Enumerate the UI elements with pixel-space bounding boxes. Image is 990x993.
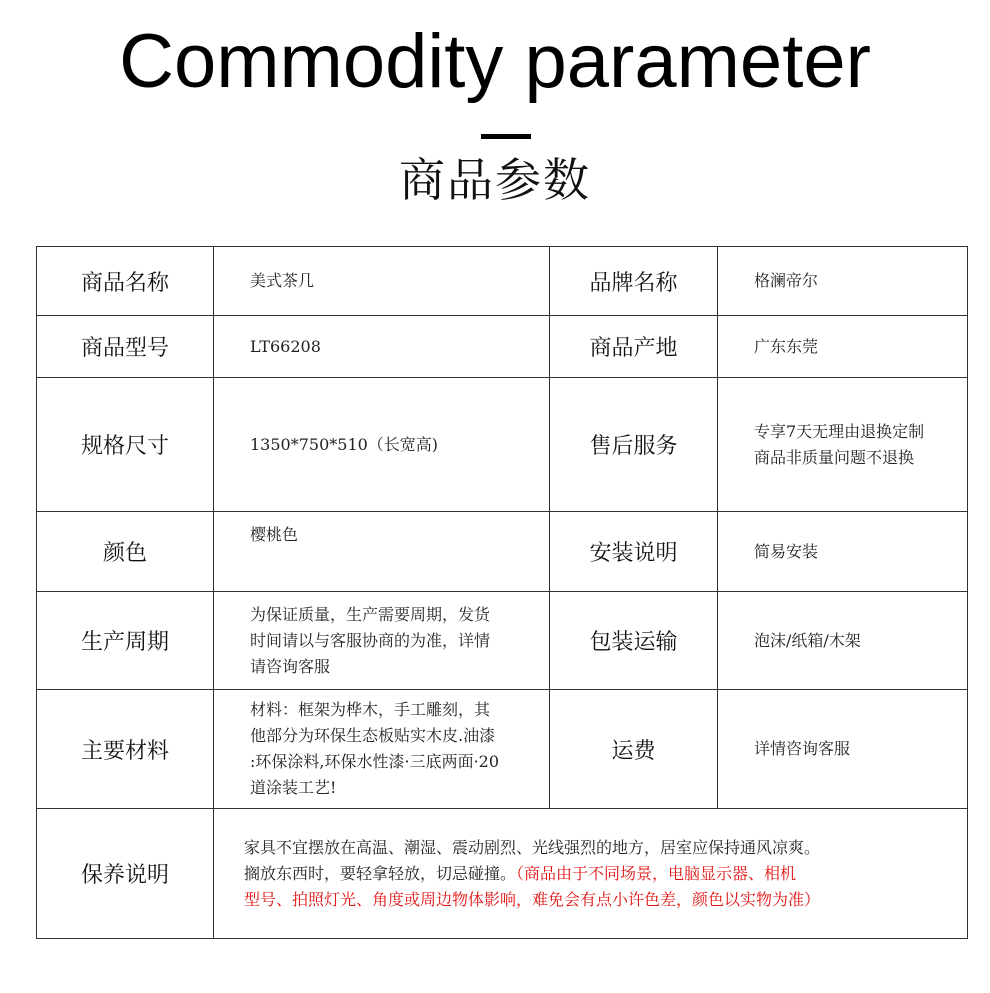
materials-line-1: 材料：框架为桦木，手工雕刻，其	[250, 700, 491, 719]
production-line-1: 为保证质量，生产需要周期，发货	[250, 604, 491, 624]
value-installation: 简易安装	[718, 512, 968, 592]
page-title-english: Commodity parameter	[119, 19, 871, 104]
table-row	[37, 378, 968, 512]
label-color: 颜色	[37, 512, 214, 592]
title-divider	[481, 134, 531, 139]
table-row	[37, 592, 968, 690]
label-packaging: 包装运输	[550, 592, 718, 690]
label-product-name: 商品名称	[37, 247, 214, 316]
care-line-2-text: 搁放东西时，要轻拿轻放，切忌碰撞。	[244, 863, 517, 883]
value-dimensions: 1350*750*510（长宽高)	[214, 378, 550, 512]
value-care-instructions	[214, 809, 968, 939]
value-model: LT66208	[214, 316, 550, 378]
after-sales-line-1: 专享7天无理由退换定制	[754, 421, 925, 441]
table-row	[37, 247, 968, 316]
value-after-sales	[718, 378, 968, 512]
value-color: 樱桃色	[214, 512, 550, 592]
label-care-instructions: 保养说明	[37, 809, 214, 939]
label-shipping-fee: 运费	[550, 690, 718, 809]
label-origin: 商品产地	[550, 316, 718, 378]
label-installation: 安装说明	[550, 512, 718, 592]
value-product-name: 美式茶几	[214, 247, 550, 316]
materials-line-2: 他部分为环保生态板贴实木皮.油漆	[250, 726, 496, 745]
production-line-3: 请咨询客服	[250, 656, 331, 676]
label-model: 商品型号	[37, 316, 214, 378]
page-title-chinese: 商品参数	[399, 153, 591, 207]
value-materials	[214, 690, 550, 809]
label-materials: 主要材料	[37, 690, 214, 809]
value-shipping-fee: 详情咨询客服	[718, 690, 968, 809]
value-production-cycle	[214, 592, 550, 690]
care-line-1: 家具不宜摆放在高温、潮湿、震动剧烈、光线强烈的地方，居室应保持通风凉爽。	[244, 837, 821, 857]
parameter-table	[36, 246, 968, 939]
label-production-cycle: 生产周期	[37, 592, 214, 690]
table-row	[37, 809, 968, 939]
care-color-disclaimer-end: 型号、拍照灯光、角度或周边物体影响，难免会有点小许色差，颜色以实物为准）	[244, 889, 821, 909]
production-line-2: 时间请以与客服协商的为准，详情	[250, 630, 491, 650]
table-row	[37, 316, 968, 378]
care-color-disclaimer-start: （商品由于不同场景，电脑显示器、相机	[516, 863, 797, 883]
label-dimensions: 规格尺寸	[37, 378, 214, 512]
label-brand-name: 品牌名称	[550, 247, 718, 316]
care-line-2	[244, 861, 957, 887]
value-brand-name: 格澜帝尔	[718, 247, 968, 316]
materials-line-4: 道涂装工艺!	[250, 778, 337, 797]
table-row	[37, 512, 968, 592]
materials-line-3: :环保涂料,环保水性漆·三底两面·20	[250, 752, 500, 771]
label-after-sales: 售后服务	[550, 378, 718, 512]
table-row	[37, 690, 968, 809]
after-sales-line-2: 商品非质量问题不退换	[754, 447, 915, 467]
value-origin: 广东东莞	[718, 316, 968, 378]
value-packaging: 泡沫/纸箱/木架	[718, 592, 968, 690]
